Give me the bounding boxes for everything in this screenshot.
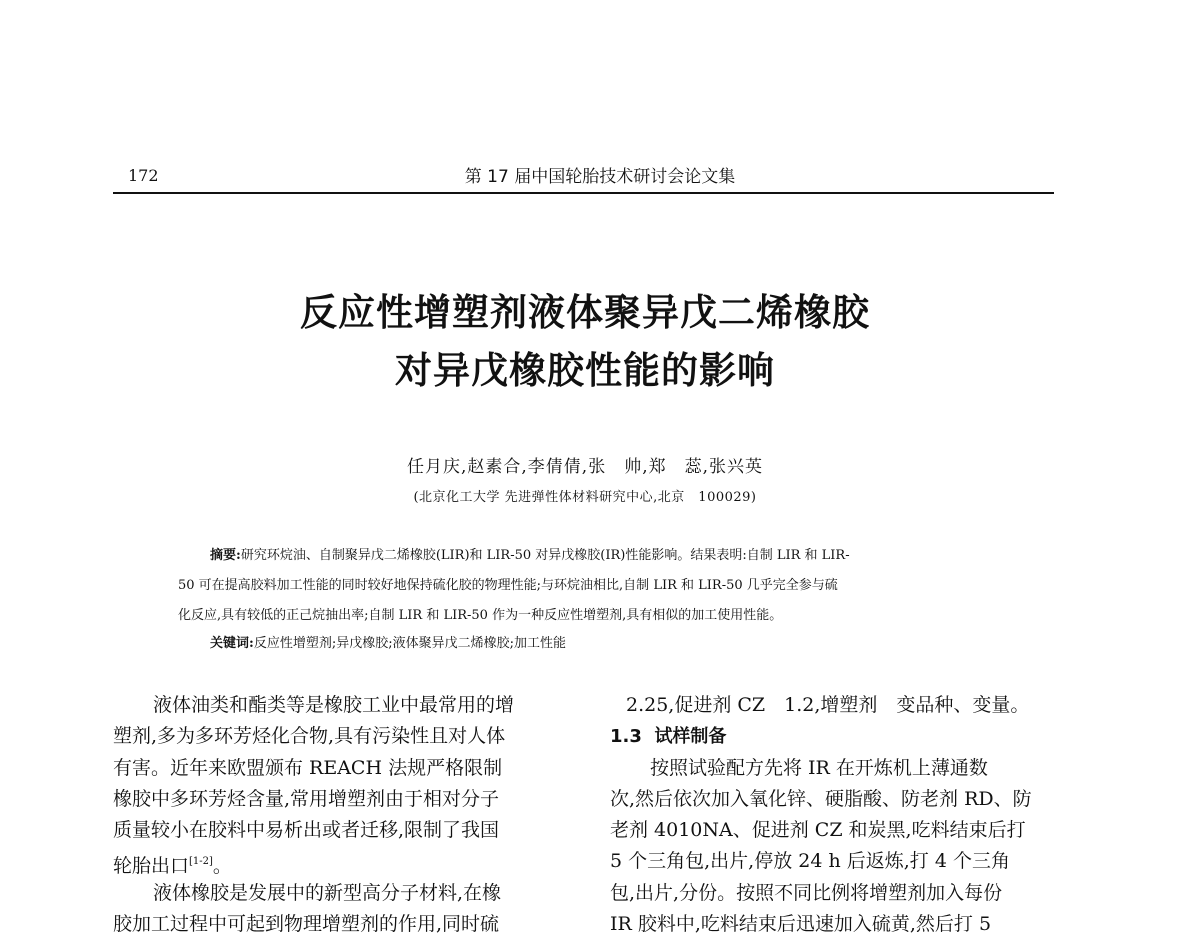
body-line: 液体油类和酯类等是橡胶工业中最常用的增 (153, 694, 515, 716)
body-text: 轮胎出口 (113, 855, 190, 878)
section-heading (610, 721, 1055, 752)
body-line: 包,出片,分份。按照不同比例将增塑剂加入每份 (610, 881, 1003, 904)
abstract-line-2: 50 可在提高胶料加工性能的同时较好地保持硫化胶的物理性能;与环烷油相比,自制 LIR 和 LIR-50 几乎完全参与硫 (178, 578, 838, 593)
abstract-label: 摘要: (210, 548, 241, 563)
body-line: 塑剂,多为多环芳烃化合物,具有污染性且对人体 (113, 725, 506, 748)
body-left-column (113, 690, 563, 940)
body-line: 按照试验配方先将 IR 在开炼机上薄通数 (650, 756, 988, 779)
affiliation: (北京化工大学 先进弹性体材料研究中心,北京 100029) (413, 490, 757, 505)
body-line: 2.25,促进剂 CZ 1.2,增塑剂 变品种、变量。 (626, 694, 1030, 716)
body-line: 胶加工过程中可起到物理增塑剂的作用,同时硫 (113, 913, 500, 936)
keywords-line (210, 632, 566, 651)
abstract-line-3: 化反应,具有较低的正己烷抽出率;自制 LIR 和 LIR-50 作为一种反应性增塑剂,具有相似的加工使用性能。 (178, 608, 783, 623)
body-line: 次,然后依次加入氧化锌、硬脂酸、防老剂 RD、防 (610, 787, 1032, 810)
paper-title-line-2: 对异戊橡胶性能的影响 (395, 349, 775, 392)
body-line: 老剂 4010NA、促进剂 CZ 和炭黑,吃料结束后打 (610, 819, 1026, 842)
body-line-with-citation (113, 846, 563, 877)
abstract-line-1 (210, 544, 850, 563)
paper-title-line-1: 反应性增塑剂液体聚异戊二烯橡胶 (300, 291, 870, 334)
section-title: 试样制备 (654, 726, 727, 748)
body-line: 橡胶中多环芳烃含量,常用增塑剂由于相对分子 (113, 787, 500, 810)
keywords-text: 反应性增塑剂;异戊橡胶;液体聚异戊二烯橡胶;加工性能 (253, 636, 566, 651)
section-number: 1.3 (610, 726, 642, 748)
body-line: 有害。近年来欧盟颁布 REACH 法规严格限制 (113, 756, 503, 779)
citation: [1-2] (189, 856, 213, 868)
keywords-label: 关键词: (210, 636, 254, 651)
running-header: 第 17 届中国轮胎技术研讨会论文集 (464, 167, 736, 187)
page-number: 172 (128, 166, 159, 185)
author-list: 任月庆,赵素合,李倩倩,张 帅,郑 蕊,张兴英 (406, 457, 764, 477)
body-right-column (610, 690, 1055, 940)
body-line: 液体橡胶是发展中的新型高分子材料,在橡 (153, 881, 502, 904)
body-line: 5 个三角包,出片,停放 24 h 后返炼,打 4 个三角 (610, 850, 1010, 873)
body-text: 。 (212, 855, 232, 878)
body-line: IR 胶料中,吃料结束后迅速加入硫黄,然后打 5 (610, 913, 992, 936)
header-rule (113, 192, 1054, 194)
abstract-text-1: 研究环烷油、自制聚异戊二烯橡胶(LIR)和 LIR-50 对异戊橡胶(IR)性能影响。结果表明:自制 LIR 和 LIR- (240, 548, 850, 563)
body-line: 质量较小在胶料中易析出或者迁移,限制了我国 (113, 819, 500, 842)
